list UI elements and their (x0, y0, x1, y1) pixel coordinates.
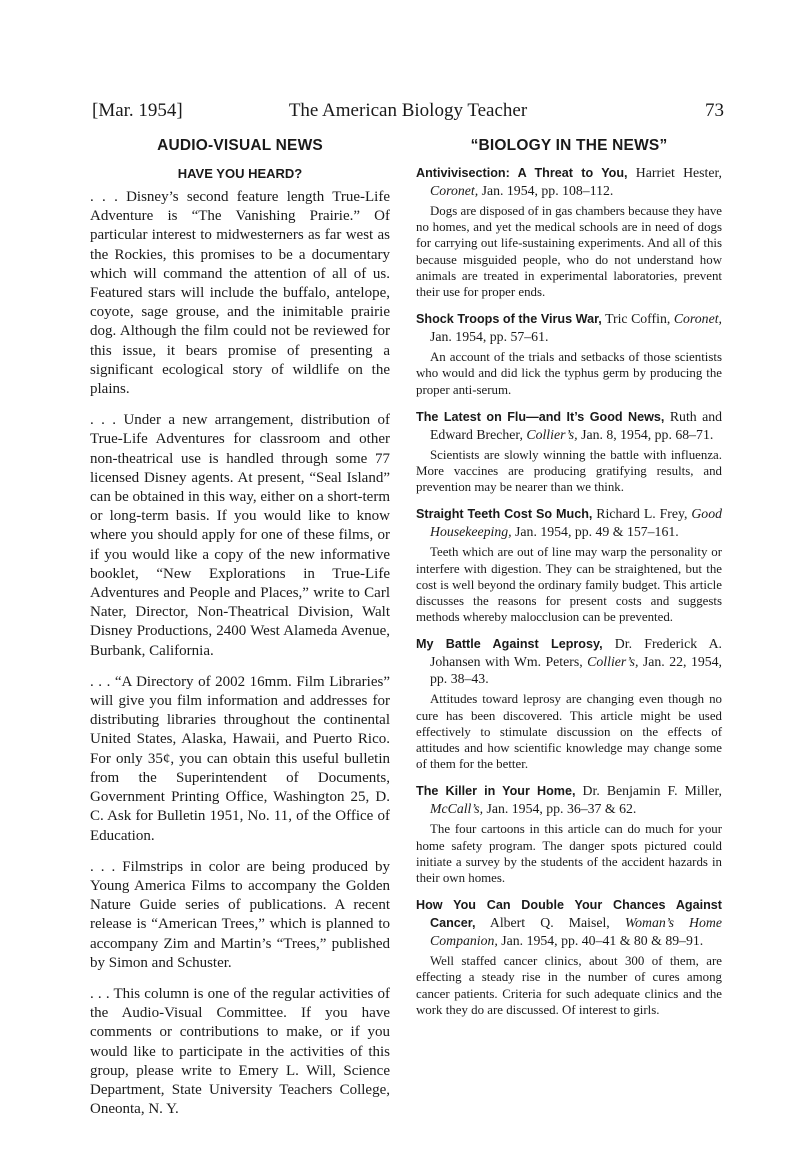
article-author: Ruth and Edward Brecher, (430, 408, 722, 442)
av-paragraph: . . . “A Directory of 2002 16mm. Film Libraries” will give you film information and addresses for distributing libraries throughout the continental United States, Alaska, Hawaii, and Puerto Rico. For only 35¢, you can obtain this useful bulletin from the Superintendent of Documents, Government Printing Office, Washington 25, D. C. Ask for Bulletin 1951, No. 11, of the Office of Education. (90, 673, 390, 844)
news-entry (416, 635, 722, 772)
news-summary: Scientists are slowly winning the battle with influenza. More vaccines are producing gratifying results, and prevention may be nearer than we think. (416, 447, 722, 495)
news-citation (416, 896, 722, 949)
news-entry (416, 164, 722, 300)
article-publication: Coronet, (430, 183, 479, 198)
article-title: Straight Teeth Cost So Much, (416, 507, 593, 522)
news-summary: The four cartoons in this article can do much for your home safety program. The danger spots pictured could initiate a survey by the students of the accident hazards in their own homes. (416, 822, 722, 886)
running-header (92, 97, 724, 125)
news-citation (416, 310, 722, 345)
article-publication: McCall’s, (430, 801, 484, 817)
audio-visual-column (90, 136, 390, 1131)
journal-title: The American Biology Teacher (288, 100, 528, 121)
article-title: My Battle Against Leprosy, (416, 637, 603, 652)
news-entry (416, 782, 722, 886)
news-summary: Dogs are disposed of in gas chambers because they have no homes, and yet the medical schools are in need of dogs for carrying out life-sustaining experiments. And all of this because misguided people, who do not understand how animals are treated in experimental laboratories, prevent their use for proper ends. (416, 204, 722, 300)
article-author: Richard L. Frey, (592, 506, 692, 522)
article-title: The Killer in Your Home, (416, 784, 576, 799)
article-publication: Good Housekeeping, (430, 506, 722, 540)
audio-visual-subtitle: HAVE YOU HEARD? (177, 166, 303, 181)
article-publication: Collier’s, (526, 426, 578, 442)
news-entry (416, 310, 722, 398)
av-paragraph: . . . This column is one of the regular activities of the Audio-Visual Committee. If you have comments or contributions to make, or if you would like to participate in the activities of this group, please write to Emery L. Will, Science Department, State University Teachers College, Oneonta, N. Y. (90, 985, 390, 1118)
article-author: Dr. Frederick A. Johansen with Wm. Peters, (430, 636, 723, 670)
news-summary: Attitudes toward leprosy are changing even though no cure has been discovered. This article might be used effectively to stimulate discussion on the effects of attitudes and how scientific knowledge may change some of them for the better. (416, 692, 722, 772)
issue-date: [Mar. 1954] (92, 100, 183, 121)
news-summary: Teeth which are out of line may warp the personality or interfere with digestion. They can be straightened, but the cost is well beyond the ordinary family budget. This article discusses the reasons for present costs and suggests methods whereby malocclusion can be prevented. (416, 545, 722, 625)
article-publication: Collier’s, (587, 654, 639, 670)
audio-visual-title: AUDIO-VISUAL NEWS (157, 137, 323, 154)
news-citation (416, 505, 722, 540)
article-title: Shock Troops of the Virus War, (416, 312, 602, 327)
article-title: How You Can Double Your Chances Against Cancer, (416, 898, 722, 931)
biology-news-title: “BIOLOGY IN THE NEWS” (470, 137, 668, 154)
news-entry (416, 896, 722, 1018)
biology-news-column (416, 136, 722, 1028)
article-author: Dr. Benjamin F. Miller, (575, 783, 722, 799)
news-citation (416, 782, 722, 817)
av-paragraph: . . . Disney’s second feature length True-Life Adventure is “The Vanishing Prairie.” Of particular interest to midwesterners as far west as the Rockies, this promises to be a documentary which will command the attention of all of us. Featured stars will include the buffalo, antelope, coyote, sage grouse, and the inimitable prairie dog. Although the film could not be reviewed for this issue, it bears promise of presenting a significant ecological story of wildlife on the plains. (90, 189, 390, 398)
page-number: 73 (705, 100, 724, 121)
article-details: Jan. 1954, pp. 40–41 & 80 & 89–91. (497, 933, 704, 949)
article-author: Tric Coffin, (601, 311, 674, 327)
article-details: Jan. 1954, pp. 36–37 & 62. (483, 801, 637, 817)
article-title: The Latest on Flu—and It’s Good News, (416, 409, 665, 424)
news-summary: Well staffed cancer clinics, about 300 of them, are effecting a steady rise in the number of cures among cancer patients. Criteria for such adequate clinics and the work they do are discussed. Of interest to girls. (416, 954, 722, 1017)
av-paragraph: . . . Under a new arrangement, distribution of True-Life Adventures for classroom and other non-theatrical use is handled through some 77 licensed Disney agents. At present, “Seal Island” can be obtained in this way, either on a short-term or long-term basis. If you would like to know where you should apply for one of these films, or if you would like a copy of the new informative booklet, “New Explorations in True-Life Adventures and People and Places,” write to Carl Nater, Director, Non-Theatrical Division, Walt Disney Productions, 2400 West Alameda Avenue, Burbank, California. (90, 412, 390, 659)
news-citation (416, 164, 722, 199)
news-entry (416, 408, 722, 496)
news-summary: An account of the trials and setbacks of those scientists who would and did lick the typhus germ by producing the proper anti-serum. (416, 350, 722, 397)
article-details: Jan. 1954, pp. 57–61. (430, 329, 549, 345)
article-publication: Woman’s Home Companion, (430, 915, 723, 949)
article-author: Albert Q. Maisel, (475, 915, 625, 931)
article-publication: Coronet, (673, 311, 722, 327)
news-citation (416, 635, 722, 687)
article-author: Harriet Hester, (627, 165, 722, 180)
news-citation (416, 408, 722, 443)
av-paragraph: . . . Filmstrips in color are being produced by Young America Films to accompany the Golden Nature Guide series of publications. A recent release is “American Trees,” which is planned to accompany Zim and Martin’s “Trees,” published by Simon and Schuster. (90, 858, 390, 971)
article-title: Antivivisection: A Threat to You, (416, 166, 628, 180)
article-details: Jan. 1954, pp. 49 & 157–161. (511, 524, 679, 540)
article-details: Jan. 8, 1954, pp. 68–71. (577, 426, 714, 442)
news-entry (416, 505, 722, 625)
article-details: Jan. 1954, pp. 108–112. (478, 183, 614, 198)
article-details: Jan. 22, 1954, pp. 38–43. (430, 654, 722, 687)
